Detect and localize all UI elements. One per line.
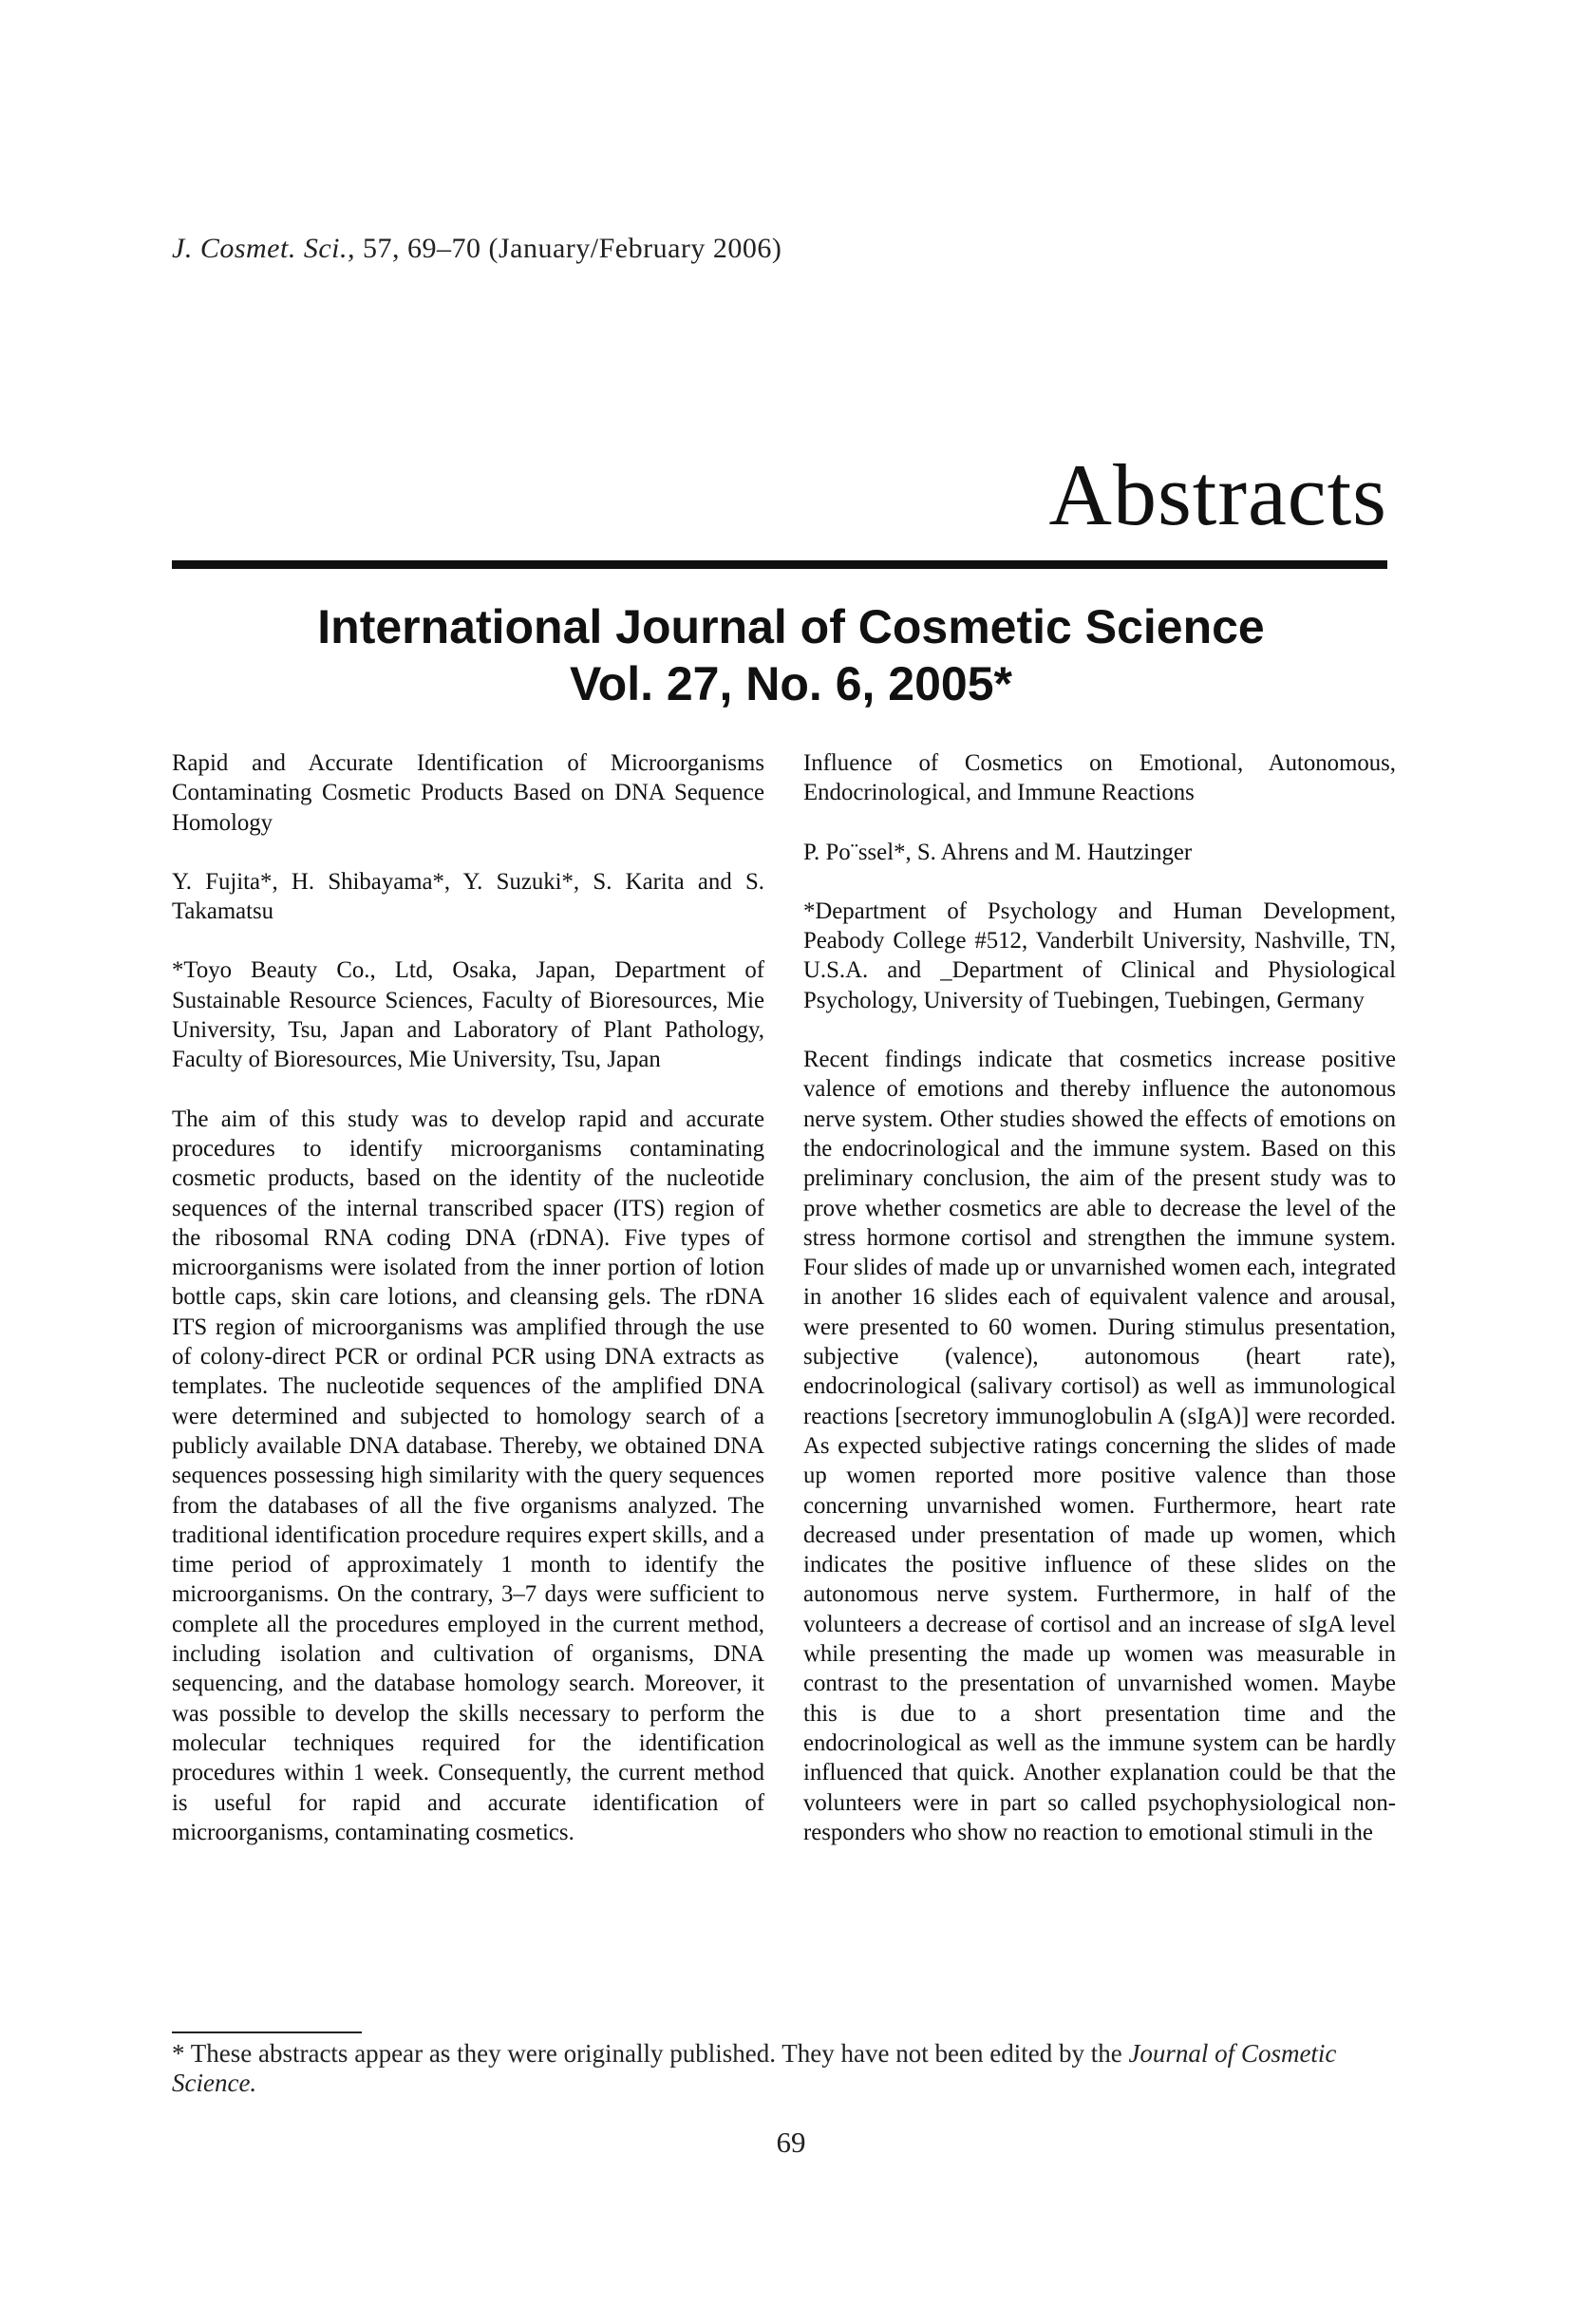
- section-title: Abstracts: [1048, 446, 1387, 543]
- abstract-right-title: Influence of Cosmetics on Emotional, Autonomous, Endocrinological, and Immune Reactions: [803, 750, 1396, 806]
- journal-abbrev: J. Cosmet. Sci.,: [172, 233, 355, 264]
- footnote-rule: [172, 2031, 362, 2033]
- abstract-right-affiliation: *Department of Psychology and Human Development, Peabody College #512, Vanderbilt University, Nashville, TN, U.S.A. and _Department of Clinical and Physiological Psychology, University of Tuebingen, Tuebingen, Germany: [803, 897, 1396, 1013]
- abstract-left-affiliation: *Toyo Beauty Co., Ltd, Osaka, Japan, Department of Sustainable Resource Sciences, Faculty of Bioresources, Mie University, Tsu, Japan and Laboratory of Plant Pathology, Faculty of Bioresources, Mie University, Tsu, Japan: [172, 957, 764, 1073]
- abstract-left-authors: Y. Fujita*, H. Shibayama*, Y. Suzuki*, S. Karita and S. Takamatsu: [172, 868, 764, 925]
- title-rule: [172, 560, 1387, 569]
- footnote-text: * These abstracts appear as they were originally published. They have not been edited by the: [172, 2039, 1129, 2068]
- journal-issue: Vol. 27, No. 6, 2005*: [570, 657, 1012, 710]
- abstract-right-authors: P. Po¨ssel*, S. Ahrens and M. Hautzinger: [803, 839, 1193, 865]
- abstract-left-title: Rapid and Accurate Identification of Microorganisms Contaminating Cosmetic Products Based on DNA Sequence Homology: [172, 750, 764, 836]
- citation: 57, 69–70 (January/February 2006): [354, 233, 782, 264]
- running-head: [172, 233, 782, 265]
- journal-title-block: [0, 598, 1582, 712]
- footnote-journal: Journal of Cosmetic Science.: [172, 2039, 1337, 2097]
- abstract-right-body: Recent findings indicate that cosmetics increase positive valence of emotions and thereby influence the autonomous nerve system. Other studies showed the effects of emotions on the endocrinological and the immune system. Based on this preliminary conclusion, the aim of the present study was to prove whether cosmetics are able to decrease the level of the stress hormone cortisol and strengthen the immune system. Four slides of made up or unvarnished women each, integrated in another 16 slides each of equivalent valence and arousal, were presented to 60 women. During stimulus presentation, subjective (valence), autonomous (heart rate), endocrinological (salivary cortisol) as well as immunological reactions [secretory immunoglobulin A (sIgA)] were recorded. As expected subjective ratings concerning the slides of made up women reported more positive valence than those concerning unvarnished women. Furthermore, heart rate decreased under presentation of made up women, which indicates the positive influence of these slides on the autonomous nerve system. Furthermore, in half of the volunteers a decrease of cortisol and an increase of sIgA level while presenting the made up women was measurable in contrast to the presentation of unvarnished women. Maybe this is due to a short presentation time and the endocrinological as well as the immune system can be hardly influenced that quick. Another explanation could be that the volunteers were in part so called psychophysiological non-responders who show no reaction to emotional stimuli in the: [803, 1047, 1396, 1845]
- abstract-left-body: The aim of this study was to develop rapid and accurate procedures to identify microorganisms contaminating cosmetic products, based on the identity of the nucleotide sequences of the internal transcribed spacer (ITS) region of the ribosomal RNA coding DNA (rDNA). Five types of microorganisms were isolated from the inner portion of lotion bottle caps, skin care lotions, and cleansing gels. The rDNA ITS region of microorganisms was amplified through the use of colony-direct PCR or ordinal PCR using DNA extracts as templates. The nucleotide sequences of the amplified DNA were determined and subjected to homology search of a publicly available DNA database. Thereby, we obtained DNA sequences possessing high similarity with the query sequences from the databases of all the five organisms analyzed. The traditional identification procedure requires expert skills, and a time period of approximately 1 month to identify the microorganisms. On the contrary, 3–7 days were sufficient to complete all the procedures employed in the current method, including isolation and cultivation of organisms, DNA sequencing, and the database homology search. Moreover, it was possible to develop the skills necessary to perform the molecular techniques required for the identification procedures within 1 week. Consequently, the current method is useful for rapid and accurate identification of microorganisms, contaminating cosmetics.: [172, 1105, 764, 1845]
- footnote: [172, 2039, 1397, 2098]
- abstract-right: [803, 748, 1396, 1847]
- journal-name: International Journal of Cosmetic Science: [317, 600, 1265, 653]
- page-number: 69: [776, 2126, 806, 2159]
- abstract-left: [172, 748, 764, 1847]
